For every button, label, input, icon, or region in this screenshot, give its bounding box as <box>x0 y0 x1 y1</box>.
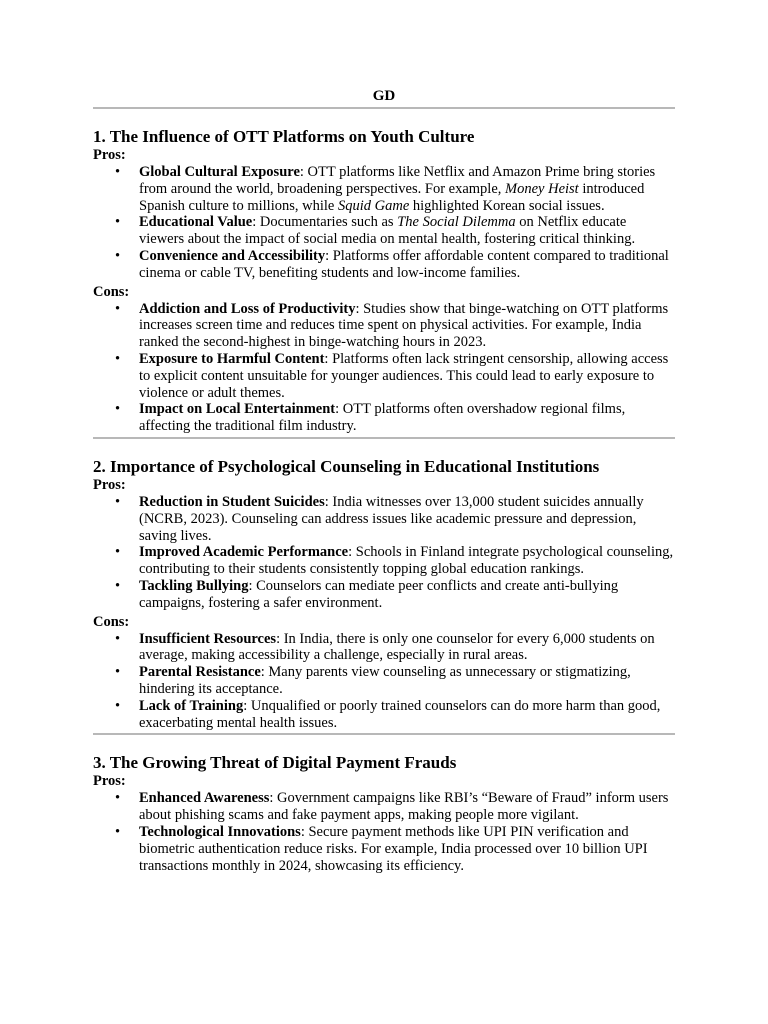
list-item: • Educational Value: Documentaries such as The Social Dilemma on Netflix educate viewers about the impact of social media on mental health, fostering critical thinking. <box>93 214 675 248</box>
section-3-pros-list <box>93 790 675 874</box>
list-item: • Lack of Training: Unqualified or poorly trained counselors can do more harm than good, exacerbating mental health issues. <box>93 698 675 732</box>
section-3-pros-label: Pros: <box>93 773 126 790</box>
section-3 <box>93 735 675 874</box>
list-item: • Technological Innovations: Secure payment methods like UPI PIN verification and biometric authentication reduce risks. For example, India processed over 10 billion UPI transactions monthly in 2024, showcasing its efficiency. <box>93 824 675 874</box>
list-item: • Tackling Bullying: Counselors can mediate peer conflicts and create anti-bullying campaigns, fostering a safer environment. <box>93 578 675 612</box>
section-1 <box>93 109 675 435</box>
section-2-cons-list <box>93 631 675 732</box>
section-2-pros-list <box>93 494 675 612</box>
section-3-title: 3. The Growing Threat of Digital Payment Frauds <box>93 753 457 773</box>
list-item: • Parental Resistance: Many parents view counseling as unnecessary or stigmatizing, hindering its acceptance. <box>93 664 675 698</box>
list-item: • Global Cultural Exposure: OTT platforms like Netflix and Amazon Prime bring stories from around the world, broadening perspectives. For example, Money Heist introduced Spanish culture to millions, while Squid Game highlighted Korean social issues. <box>93 164 675 214</box>
document-title: GD <box>372 88 396 104</box>
list-item: • Insufficient Resources: In India, there is only one counselor for every 6,000 students on average, making accessibility a challenge, especially in rural areas. <box>93 631 675 665</box>
section-1-cons-label: Cons: <box>93 283 130 300</box>
section-1-pros-label: Pros: <box>93 147 126 163</box>
list-item: • Impact on Local Entertainment: OTT platforms often overshadow regional films, affecting the traditional film industry. <box>93 401 675 435</box>
section-2-pros-label: Pros: <box>93 476 126 493</box>
section-2-cons-label: Cons: <box>93 613 130 630</box>
list-item: • Convenience and Accessibility: Platforms offer affordable content compared to traditional cinema or cable TV, benefiting students and low-income families. <box>93 248 675 282</box>
document-page <box>93 88 675 874</box>
section-2-title: 2. Importance of Psychological Counseling in Educational Institutions <box>93 456 600 476</box>
list-item: • Exposure to Harmful Content: Platforms often lack stringent censorship, allowing access to explicit content unsuitable for younger audiences. This could lead to early exposure to violence or adult themes. <box>93 351 675 401</box>
list-item: • Enhanced Awareness: Government campaigns like RBI’s “Beware of Fraud” inform users about phishing scams and fake payment apps, making people more vigilant. <box>93 790 675 824</box>
list-item: • Addiction and Loss of Productivity: Studies show that binge-watching on OTT platforms increases screen time and reduces time spent on physical activities. For example, India ranked the second-highest in binge-watching hours in 2023. <box>93 301 675 351</box>
list-item: • Reduction in Student Suicides: India witnesses over 13,000 student suicides annually (NCRB, 2023). Counseling can address issues like academic pressure and depression, saving lives. <box>93 494 675 544</box>
section-1-cons-list <box>93 301 675 435</box>
section-1-pros-list <box>93 164 675 282</box>
list-item: • Improved Academic Performance: Schools in Finland integrate psychological counseling, contributing to their students consistently topping global education rankings. <box>93 544 675 578</box>
section-1-title: 1. The Influence of OTT Platforms on Youth Culture <box>93 127 475 146</box>
section-2 <box>93 439 675 731</box>
